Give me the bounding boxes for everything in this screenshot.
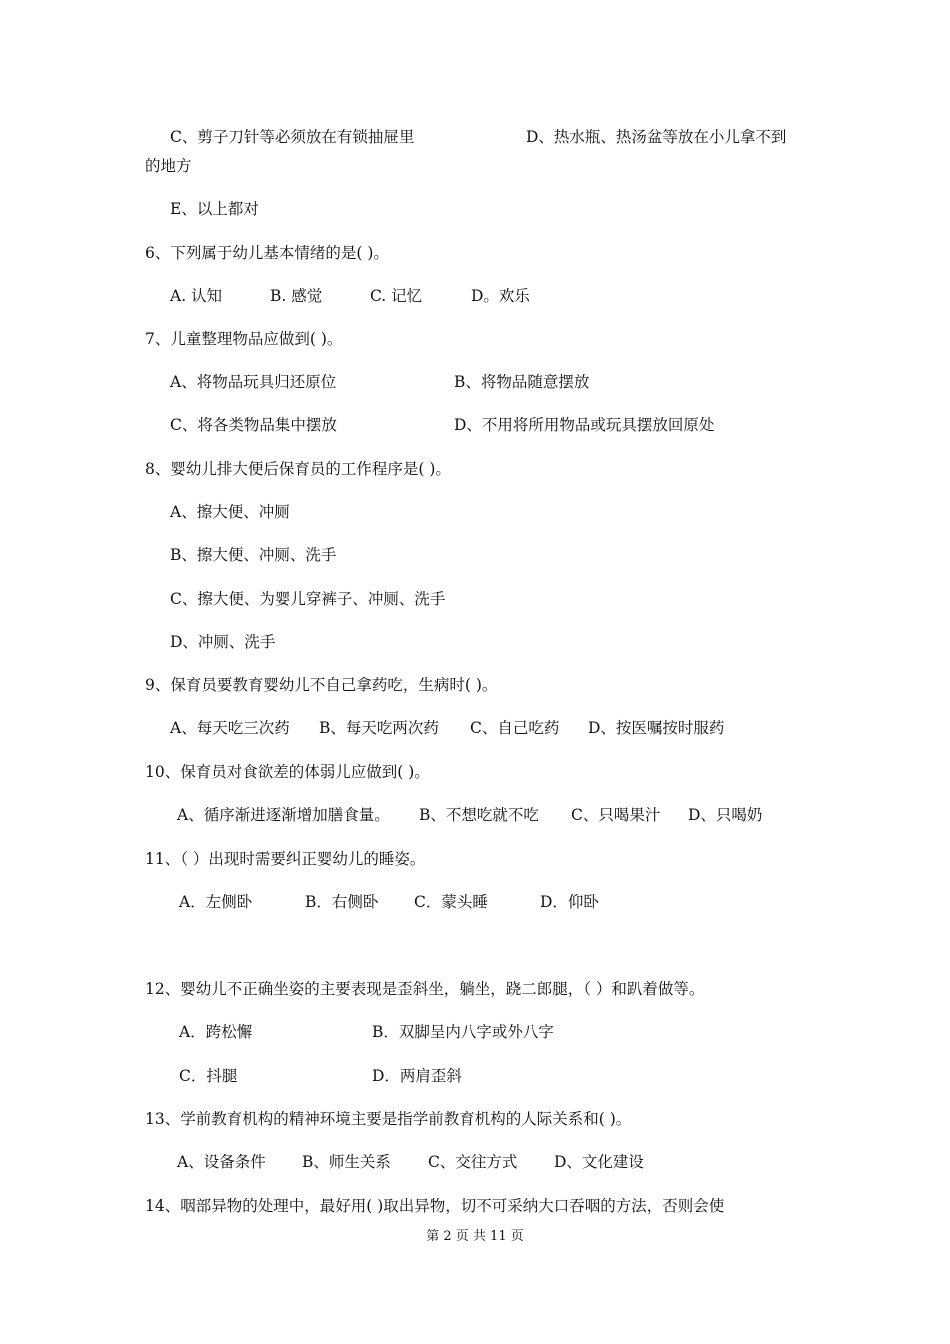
q5-option-d: D、热水瓶、热汤盆等放在小儿拿不到 (526, 128, 787, 146)
q10-option-d: D、只喝奶 (688, 806, 763, 824)
q8-stem: 8、婴幼儿排大便后保育员的工作程序是( )。 (145, 460, 451, 478)
q8-option-b: B、擦大便、冲厕、洗手 (170, 546, 337, 564)
q7-stem: 7、儿童整理物品应做到( )。 (145, 330, 343, 348)
page-footer: 第 2 页 共 11 页 (426, 1229, 524, 1244)
q10-option-a: A、循序渐进逐渐增加膳食量。 (177, 806, 390, 824)
q9-stem: 9、保育员要教育婴幼儿不自己拿药吃，生病时( )。 (145, 676, 498, 694)
q11-option-b: B．右侧卧 (305, 893, 379, 911)
q12-option-a: A．跨松懈 (179, 1023, 253, 1041)
q8-option-c: C、擦大便、为婴儿穿裤子、冲厕、洗手 (170, 590, 446, 608)
q10-option-b: B、不想吃就不吃 (419, 806, 539, 824)
q12-option-b: B．双脚呈内八字或外八字 (372, 1023, 554, 1041)
q6-option-d: D。欢乐 (471, 287, 530, 305)
q8-option-d: D、冲厕、洗手 (170, 633, 276, 651)
q9-option-d: D、按医嘱按时服药 (588, 719, 725, 737)
q9-option-b: B、每天吃两次药 (319, 719, 439, 737)
q9-option-c: C、自己吃药 (470, 719, 560, 737)
q10-option-c: C、只喝果汁 (571, 806, 661, 824)
q5-option-e: E、以上都对 (170, 200, 259, 218)
q8-option-a: A、擦大便、冲厕 (170, 503, 290, 521)
q5-option-c: C、剪子刀针等必须放在有锁抽屉里 (170, 128, 415, 146)
q13-stem: 13、学前教育机构的精神环境主要是指学前教育机构的人际关系和( )。 (145, 1110, 632, 1128)
q11-stem: 11、（ ）出现时需要纠正婴幼儿的睡姿。 (145, 850, 426, 868)
q6-option-c: C. 记忆 (370, 287, 423, 305)
q6-option-a: A. 认知 (170, 287, 223, 305)
q5-option-d-continued: 的地方 (145, 157, 192, 175)
q13-option-d: D、文化建设 (554, 1153, 644, 1171)
q13-option-a: A、设备条件 (177, 1153, 266, 1171)
q13-option-b: B、师生关系 (302, 1153, 391, 1171)
q11-option-a: A．左侧卧 (179, 893, 253, 911)
q14-stem: 14、咽部异物的处理中，最好用( )取出异物，切不可采纳大口吞咽的方法，否则会使 (145, 1197, 725, 1215)
q12-option-d: D．两肩歪斜 (372, 1067, 462, 1085)
q12-stem: 12、婴幼儿不正确坐姿的主要表现是歪斜坐，躺坐，跷二郎腿，（ ）和趴着做等。 (145, 980, 705, 998)
q6-stem: 6、下列属于幼儿基本情绪的是( )。 (145, 244, 389, 262)
q11-option-c: C．蒙头睡 (414, 893, 488, 911)
q11-option-d: D．仰卧 (540, 893, 599, 911)
q6-option-b: B. 感觉 (270, 287, 323, 305)
q12-option-c: C．抖腿 (179, 1067, 238, 1085)
q9-option-a: A、每天吃三次药 (170, 719, 290, 737)
q13-option-c: C、交往方式 (428, 1153, 518, 1171)
q10-stem: 10、保育员对食欲差的体弱儿应做到( )。 (145, 763, 430, 781)
q7-option-b: B、将物品随意摆放 (454, 373, 590, 391)
q7-option-c: C、将各类物品集中摆放 (170, 416, 337, 434)
q7-option-a: A、将物品玩具归还原位 (170, 373, 337, 391)
q7-option-d: D、不用将所用物品或玩具摆放回原处 (454, 416, 715, 434)
